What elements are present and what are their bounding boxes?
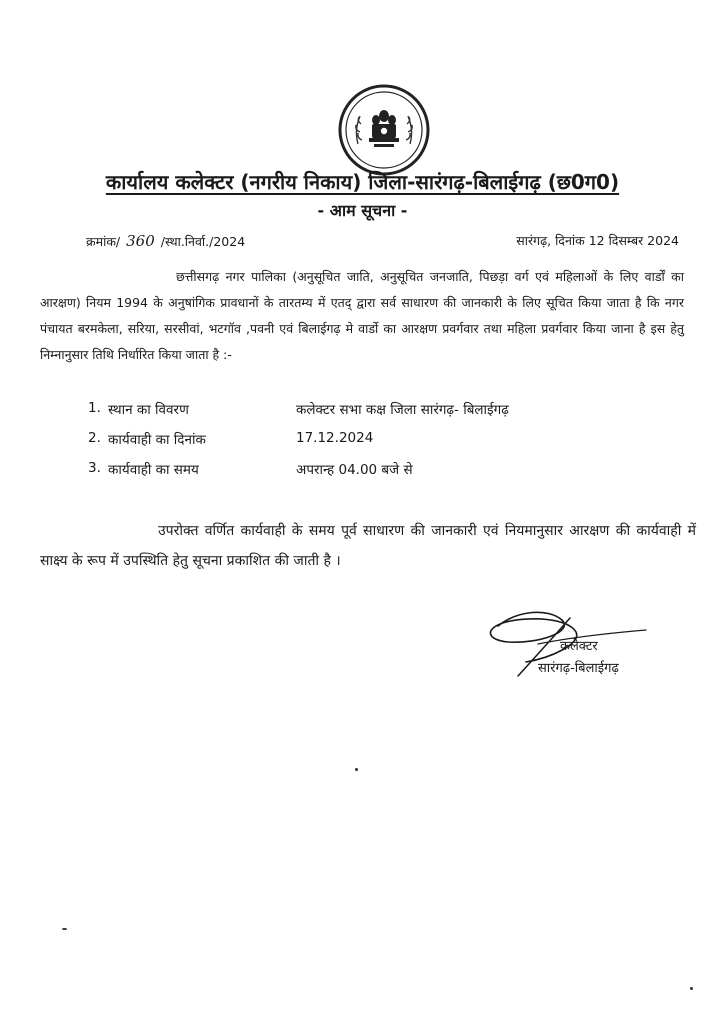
detail-row-date [88,426,648,456]
detail-label: स्थान का विवरण [108,402,189,418]
detail-row-time [88,456,648,486]
office-title: कार्यालय कलेक्टर (नगरीय निकाय) जिला-सारंगढ़-बिलाईगढ़ (छ0ग0) [105,170,620,194]
scan-speck [62,928,67,930]
closing-paragraph: उपरोक्त वर्णित कार्यवाही के समय पूर्व साधारण की जानकारी एवं नियमानुसार आरक्षण की कार्यवाही में साक्ष्य के रूप में उपस्थिति हेतु सूचना प्रकाशित की जाती है । [40,523,696,569]
reference-suffix: /स्था.निर्वा./2024 [160,234,246,249]
scan-speck [355,768,358,771]
detail-number: 2. [88,430,101,446]
signatory-place: सारंगढ़-बिलाईगढ़ [538,661,619,676]
details-list [88,396,648,486]
detail-label: कार्यवाही का दिनांक [108,432,206,448]
detail-number: 1. [88,400,101,416]
detail-row-venue [88,396,648,426]
notice-date: सारंगढ़, दिनांक 12 दिसम्बर 2024 [516,233,679,248]
national-emblem-icon [336,82,432,178]
detail-number: 3. [88,460,101,476]
detail-value: अपरान्ह 04.00 बजे से [296,462,413,478]
detail-value: 17.12.2024 [296,430,374,446]
reference-number [86,232,245,250]
body-paragraph: छत्तीसगढ़ नगर पालिका (अनुसूचित जाति, अनुसूचित जनजाति, पिछड़ा वर्ग एवं महिलाओं के लिए वार्डों का आरक्षण) नियम 1994 के अनुषांगिक प्रावधानों के तारतम्य में एतद् द्वारा सर्व साधारण की जानकारी के लिए सूचित किया जाता है कि नगर पंचायत बरमकेला, सरिया, सरसीवां, भटगॉव ,पवनी एवं बिलाईगढ़ मे वार्डो का आरक्षण प्रवर्गवार तथा महिला प्रवर्गवार किया जाना है इस हेतु निम्नानुसार तिथि निर्धारित किया जाता है :- [40,269,684,362]
notice-heading: - आम सूचना - [317,201,408,220]
detail-value: कलेक्टर सभा कक्ष जिला सारंगढ़- बिलाईगढ़ [296,402,509,418]
detail-label: कार्यवाही का समय [108,462,199,478]
signatory-title: कलेक्टर [560,639,598,654]
reference-prefix: क्रमांक/ [86,234,121,249]
reference-handwritten-number: 360 [126,232,155,250]
scan-speck [690,987,693,990]
